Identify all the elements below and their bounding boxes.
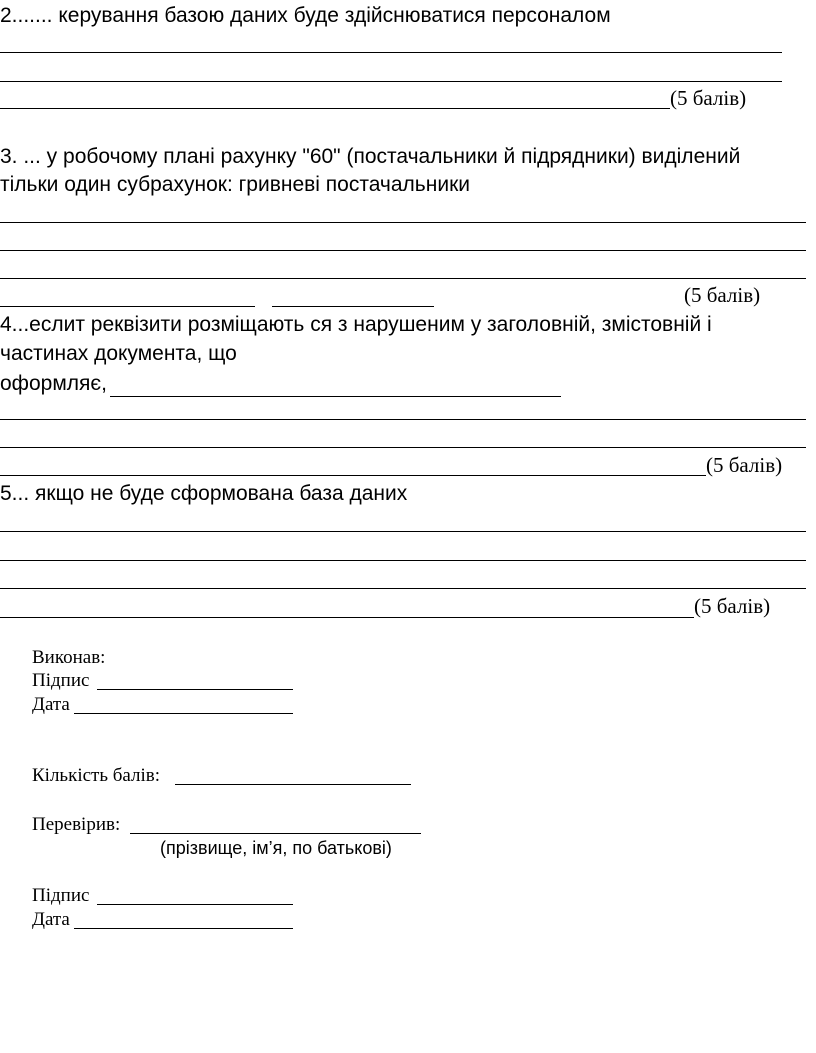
answer-line[interactable] <box>0 531 806 532</box>
answer-line[interactable] <box>0 52 782 53</box>
answer-line[interactable] <box>0 250 806 251</box>
date-field[interactable] <box>74 713 293 714</box>
question-4-text-line2: частинах документа, що <box>0 342 237 365</box>
answer-line[interactable] <box>0 108 670 109</box>
date-label: Дата <box>32 694 70 715</box>
answer-line[interactable] <box>110 396 561 397</box>
answer-line[interactable] <box>0 560 806 561</box>
question-2-text: 2....... керування базою даних буде здійснюватися персоналом <box>0 4 611 27</box>
signature-field[interactable] <box>97 689 293 690</box>
answer-line[interactable] <box>0 222 806 223</box>
signature-2-field[interactable] <box>97 904 293 905</box>
checked-by-field[interactable] <box>130 833 421 834</box>
question-4-points: (5 балів) <box>706 453 783 477</box>
signature-2-label: Підпис <box>32 885 90 906</box>
points-count-label: Кількість балів: <box>32 765 161 786</box>
answer-line[interactable] <box>0 81 782 82</box>
answer-line[interactable] <box>0 588 806 589</box>
question-4-text-line3: оформляє, <box>0 372 107 395</box>
question-3-points: (5 балів) <box>684 283 761 307</box>
question-4-text-line1: 4...еслит реквізити розміщають ся з нарушеним у заголовній, змістовній і <box>0 313 712 336</box>
question-2-points: (5 балів) <box>670 86 747 110</box>
checked-by-label: Перевірив: <box>32 814 121 835</box>
answer-line[interactable] <box>0 306 255 307</box>
question-3-text-line1: 3. ... у робочому плані рахунку "60" (постачальники й підрядники) виділений <box>0 145 741 168</box>
answer-line[interactable] <box>0 617 694 618</box>
question-3-text-line2: тільки один субрахунок: гривневі постачальники <box>0 173 470 196</box>
date-2-field[interactable] <box>74 928 293 929</box>
performed-by-label: Виконав: <box>32 647 106 668</box>
date-2-label: Дата <box>32 909 70 930</box>
answer-line[interactable] <box>0 278 806 279</box>
question-5-points: (5 балів) <box>694 594 771 618</box>
answer-line[interactable] <box>0 475 706 476</box>
answer-line[interactable] <box>0 419 806 420</box>
points-count-field[interactable] <box>175 784 411 785</box>
question-5-text: 5... якщо не буде сформована база даних <box>0 482 408 505</box>
answer-line[interactable] <box>0 447 806 448</box>
name-hint: (прізвище, ім’я, по батькові) <box>160 838 392 858</box>
signature-label: Підпис <box>32 670 90 691</box>
answer-line[interactable] <box>272 306 434 307</box>
